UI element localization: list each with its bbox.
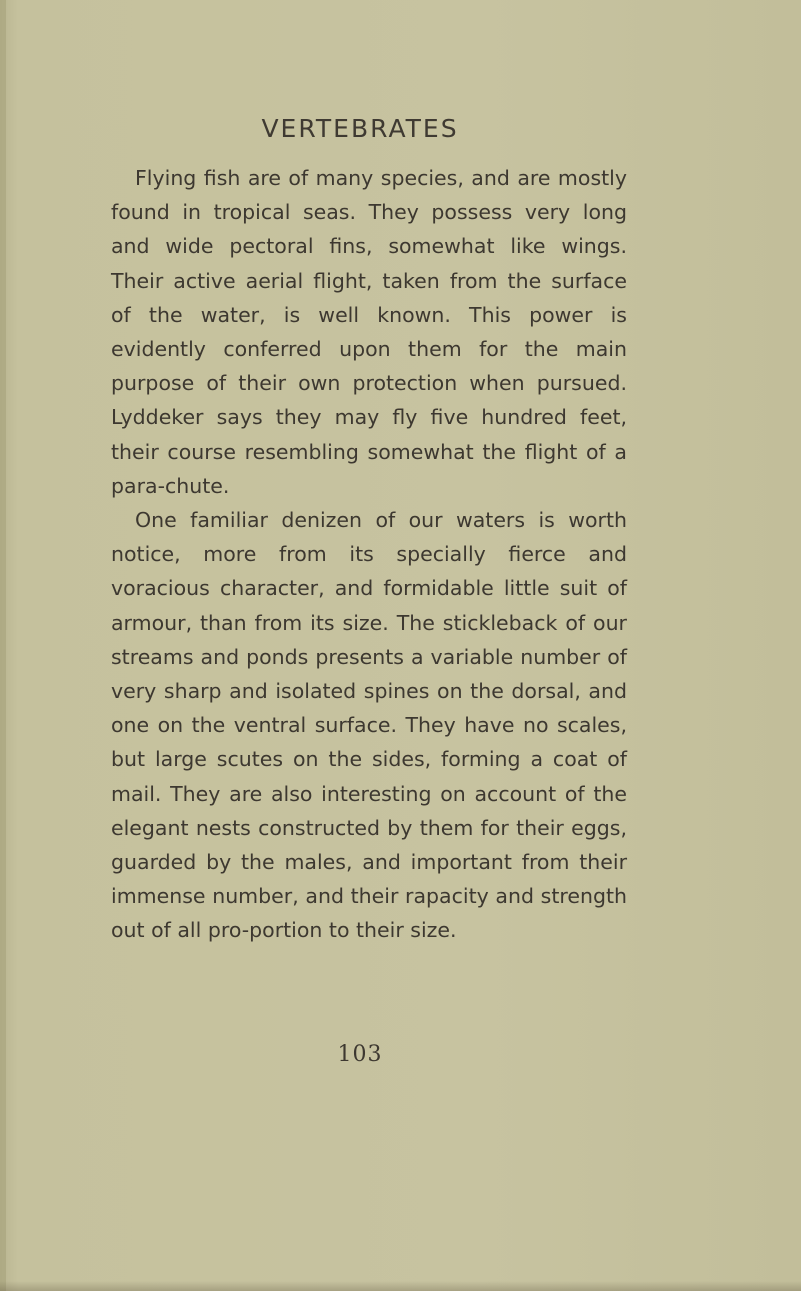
body-text — [111, 161, 627, 948]
page-number: 103 — [337, 1042, 383, 1067]
paragraph-stickleback: One familiar denizen of our waters is worth notice, more from its specially fierce and voracious character, and formidable little suit of armour, than from its size. The stickleback of our streams and ponds presents a variable number of very sharp and isolated spines on the dorsal, and one on the ventral surface. They have no scales, but large scutes on the sides, forming a coat of mail. They are also interesting on account of the elegant nests constructed by them for their eggs, guarded by the males, and important from their immense number, and their rapacity and strength out of all pro-portion to their size. — [111, 508, 627, 943]
page-bottom-edge — [0, 1281, 801, 1291]
paragraph-flying-fish: Flying fish are of many species, and are mostly found in tropical seas. They possess very long and wide pectoral fins, somewhat like wings. Their active aerial flight, taken from the surface of the water, is well known. This power is evidently conferred upon them for the main purpose of their own protection when pursued. Lyddeker says they may fly five hundred feet, their course resembling somewhat the flight of a para-chute. — [111, 166, 627, 498]
running-head: VERTEBRATES — [261, 114, 459, 143]
page-binding-edge — [0, 0, 6, 1291]
